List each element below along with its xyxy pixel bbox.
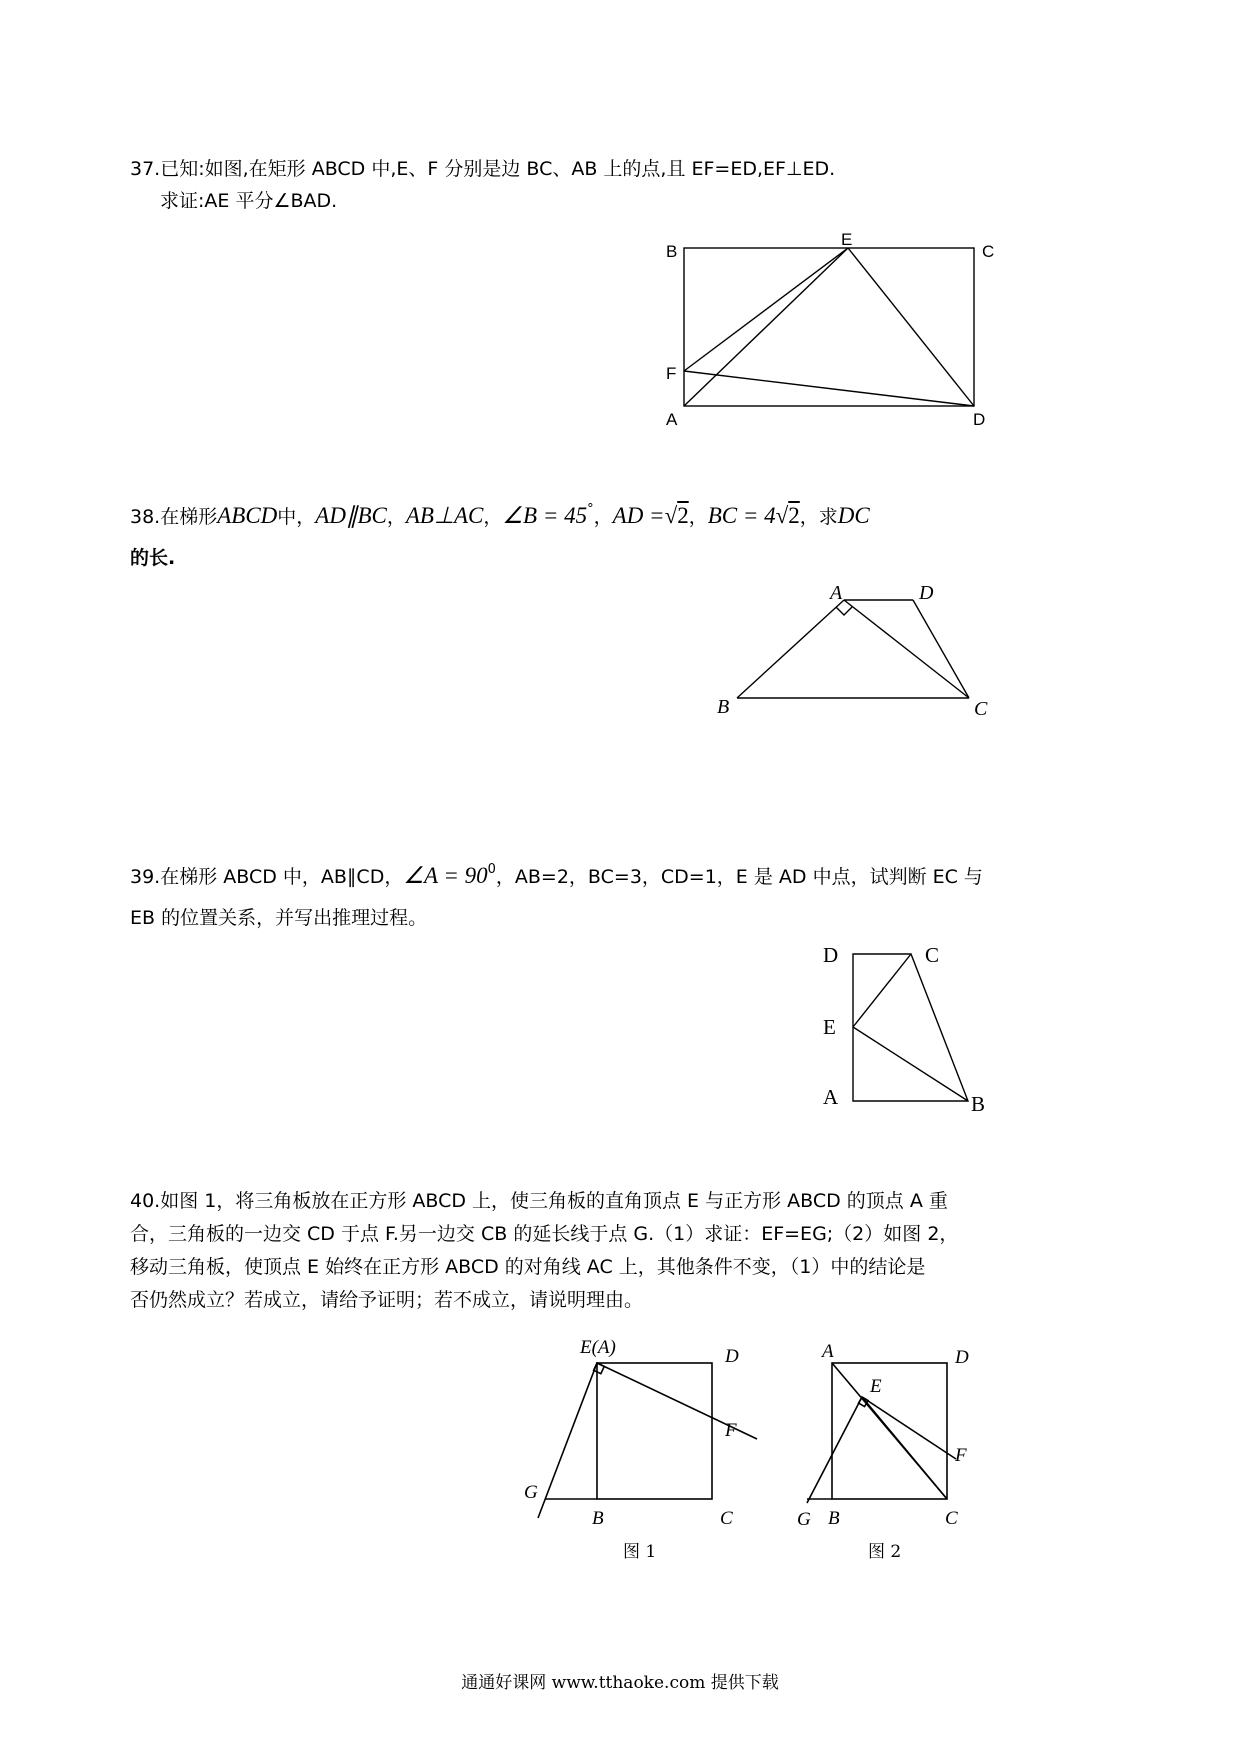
segment-ab bbox=[737, 600, 844, 698]
caption-fig2: 图 2 bbox=[868, 1542, 902, 1562]
q39-degree: 0 bbox=[487, 862, 496, 877]
rectangle-abcd bbox=[684, 248, 974, 406]
page-footer: 通通好课网 www.tthaoke.com 提供下载 bbox=[461, 1673, 779, 1693]
q38-comma4: ， bbox=[688, 506, 708, 528]
q40-line1: 40.如图 1，将三角板放在正方形 ABCD 上，使三角板的直角顶点 E 与正方形 ABCD 的顶点 A 重 bbox=[130, 1190, 948, 1212]
segment-ec bbox=[853, 954, 911, 1027]
q38-bc: BC = 4 bbox=[707, 503, 776, 528]
segment-eb bbox=[853, 1027, 968, 1101]
q38-abcd: ABCD bbox=[217, 503, 278, 528]
square-abcd bbox=[597, 1363, 712, 1499]
label-b: B bbox=[592, 1508, 604, 1529]
segment-fd bbox=[684, 371, 974, 406]
label-d: D bbox=[955, 1347, 969, 1368]
q37-figure bbox=[660, 230, 1010, 435]
q40-figure-2 bbox=[780, 1335, 1020, 1565]
q40-line4: 否仍然成立？若成立，请给予证明；若不成立，请说明理由。 bbox=[130, 1289, 644, 1311]
q40-line2: 合，三角板的一边交 CD 于点 F.另一边交 CB 的延长线于点 G.（1）求证：EF=EG;（2）如图 2， bbox=[130, 1223, 959, 1245]
trapezoid-abcd bbox=[853, 954, 968, 1101]
q38-comma1: ， bbox=[386, 506, 406, 528]
label-d: D bbox=[973, 410, 986, 429]
label-a: A bbox=[830, 582, 843, 604]
label-e: E bbox=[841, 230, 853, 249]
q40-figure-1 bbox=[520, 1335, 790, 1565]
q39-line1 bbox=[130, 857, 983, 890]
q38-dc: DC bbox=[837, 503, 870, 528]
q38-zhong: 中， bbox=[277, 506, 316, 528]
label-e: E bbox=[870, 1376, 882, 1397]
segment-dc bbox=[913, 600, 969, 698]
q38-line1 bbox=[130, 497, 870, 530]
q39-line2: EB 的位置关系，并写出推理过程。 bbox=[130, 907, 428, 929]
label-b: B bbox=[971, 1092, 986, 1116]
label-b: B bbox=[828, 1508, 840, 1529]
label-f: F bbox=[725, 1420, 737, 1441]
q38-line2: 的长. bbox=[130, 547, 176, 569]
label-c: C bbox=[945, 1508, 958, 1529]
label-a: A bbox=[822, 1341, 834, 1362]
q39-figure bbox=[815, 940, 1015, 1115]
label-f: F bbox=[666, 364, 677, 383]
q38-comma2: ， bbox=[483, 506, 503, 528]
right-angle-mark bbox=[836, 607, 852, 615]
q38-degree: ° bbox=[587, 502, 594, 517]
q38-prefix: 38.在梯形 bbox=[130, 506, 218, 528]
label-c: C bbox=[982, 242, 995, 261]
right-angle-mark bbox=[594, 1363, 605, 1374]
label-g: G bbox=[524, 1482, 538, 1503]
segment-ec bbox=[862, 1397, 947, 1499]
q38-sqrt-a: √2 bbox=[664, 503, 689, 528]
segment-fe bbox=[684, 248, 848, 371]
label-d: D bbox=[725, 1346, 739, 1367]
q38-rel2: AB⊥AC bbox=[405, 503, 484, 528]
q38-ad: AD = bbox=[612, 503, 665, 528]
q38-comma3: ， bbox=[593, 506, 613, 528]
label-d: D bbox=[823, 943, 839, 967]
label-d: D bbox=[919, 582, 934, 604]
label-a: A bbox=[823, 1085, 839, 1109]
q39-angle: ∠A = 90 bbox=[403, 863, 488, 888]
label-f: F bbox=[955, 1445, 967, 1466]
q39-line1-a: 39.在梯形 ABCD 中，AB∥CD， bbox=[130, 866, 404, 888]
q38-angle: ∠B = 45 bbox=[502, 503, 588, 528]
segment-ae bbox=[684, 248, 848, 406]
q38-figure bbox=[712, 582, 1012, 725]
segment-ed bbox=[848, 248, 974, 406]
segment-ef bbox=[862, 1397, 956, 1459]
segment-ac bbox=[844, 600, 969, 698]
label-c: C bbox=[974, 698, 988, 720]
q39-line1-b: ，AB=2，BC=3，CD=1，E 是 AD 中点，试判断 EC 与 bbox=[495, 866, 983, 888]
segment-eg bbox=[807, 1397, 862, 1503]
label-c: C bbox=[925, 943, 940, 967]
segment-eg bbox=[538, 1363, 597, 1518]
label-b: B bbox=[717, 696, 730, 718]
label-c: C bbox=[720, 1508, 733, 1529]
caption-fig1: 图 1 bbox=[623, 1542, 657, 1562]
q37-line2: 求证:AE 平分∠BAD. bbox=[160, 190, 338, 212]
label-g: G bbox=[797, 1509, 811, 1530]
label-b: B bbox=[666, 242, 678, 261]
q40-line3: 移动三角板，使顶点 E 始终在正方形 ABCD 的对角线 AC 上，其他条件不变，（1）中的结论是 bbox=[130, 1256, 926, 1278]
q38-rel1: AD∥BC bbox=[315, 503, 387, 528]
q38-sqrt-b: √2 bbox=[775, 503, 800, 528]
label-ea: E(A) bbox=[580, 1337, 616, 1358]
label-a: A bbox=[666, 410, 678, 429]
q37-line1: 37.已知:如图,在矩形 ABCD 中,E、F 分别是边 BC、AB 上的点,且 EF=ED,EF⊥ED. bbox=[130, 158, 836, 180]
q38-qiu: ，求 bbox=[799, 506, 838, 528]
label-e: E bbox=[823, 1015, 836, 1039]
